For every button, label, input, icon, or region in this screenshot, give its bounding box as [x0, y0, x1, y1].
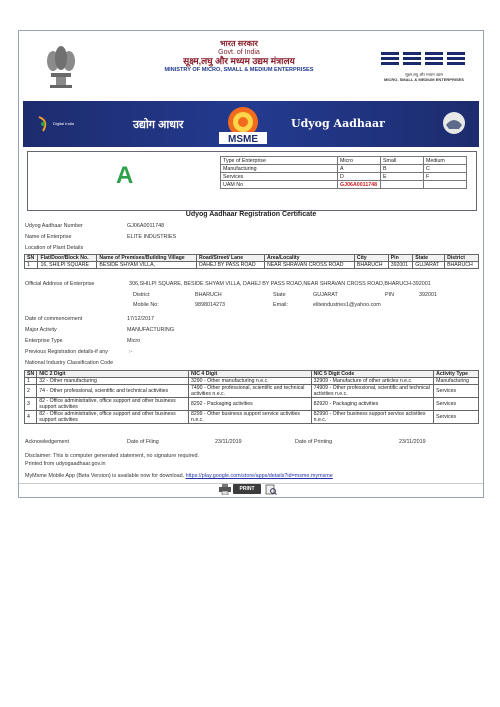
disclaimer-line-2: Printed from udyogaadhaar.gov.in: [25, 461, 106, 467]
nic-table-header: SN: [25, 371, 37, 378]
table-cell: 74909 - Other professional, scientific and technical activities n.e.c.: [311, 385, 434, 398]
plant-table-header: SN: [25, 255, 38, 262]
plant-table-header: Name of Premises/Building Village: [97, 255, 197, 262]
table-cell: 7490 - Other professional, scientific and technical activities n.e.c.: [189, 385, 312, 398]
table-cell: DAHEJ BY PASS ROAD: [197, 262, 265, 269]
table-cell: Services: [434, 411, 479, 424]
table-row: [25, 378, 479, 385]
plant-table-header: District: [445, 255, 479, 262]
app-note: [25, 473, 333, 479]
pin-label: PIN: [385, 292, 394, 298]
national-emblem-icon: [41, 39, 81, 89]
classification-box: [27, 151, 477, 211]
table-cell: 8292 - Packaging activities: [189, 398, 312, 411]
msme-logo: [379, 51, 469, 81]
digital-india-text: Digital India: [53, 121, 74, 126]
email-label: Email:: [273, 302, 288, 308]
print-button[interactable]: PRINT: [233, 484, 261, 494]
table-cell: 16, SHILPI SQUARE: [38, 262, 97, 269]
printing-date-label: Date of Printing: [295, 439, 333, 445]
enterprise-type-label: Enterprise Type: [25, 338, 63, 344]
classification-cell-small: E: [381, 173, 424, 181]
digital-india-logo: [37, 113, 87, 135]
classification-cell-medium: [424, 181, 467, 189]
classification-row: [221, 157, 467, 165]
table-cell: 4: [25, 411, 37, 424]
nic-table-header: Activity Type: [434, 371, 479, 378]
classification-cell-label: Type of Enterprise: [221, 157, 338, 165]
state-value: GUJARAT: [313, 292, 338, 298]
classification-cell-small: [381, 181, 424, 189]
table-cell: 8299 - Other business support service activities n.e.c.: [189, 411, 312, 424]
table-cell: 82 - Office administrative, office support and other business support activities: [37, 398, 189, 411]
pin-value: 392001: [419, 292, 437, 298]
plant-location-label: Location of Plant Details: [25, 245, 84, 251]
mobile-label: Mobile No:: [133, 302, 159, 308]
printing-date-value: 23/11/2019: [399, 439, 426, 445]
previous-registration-label: Previous Registration details-if any: [25, 349, 108, 355]
table-cell: NEAR SHRAVAN CROSS ROAD: [264, 262, 354, 269]
table-cell: 82920 - Packaging activities: [311, 398, 434, 411]
classification-cell-micro: A: [338, 165, 381, 173]
govt-english-text: Govt. of India: [218, 49, 260, 56]
table-cell: BESIDE SHYAM VILLA,: [97, 262, 197, 269]
nic-table-header: NIC 5 Digit Code: [311, 371, 434, 378]
govt-title-block: [129, 39, 349, 75]
msme-logo-english: MICRO, SMALL & MEDIUM ENTERPRISES: [384, 77, 464, 82]
english-title: Udyog Aadhaar: [291, 117, 385, 130]
classification-cell-label: Services: [221, 173, 338, 181]
classification-cell-medium: C: [424, 165, 467, 173]
nic-table-header: NIC 4 Digit: [189, 371, 312, 378]
classification-cell-label: UAM No: [221, 181, 338, 189]
plant-table-header: City: [354, 255, 388, 262]
filing-date-label: Date of Filing: [127, 439, 159, 445]
classification-cell-micro: Micro: [338, 157, 381, 165]
certificate-title: Udyog Aadhaar Registration Certificate: [185, 211, 317, 218]
enterprise-name-label: Name of Enterprise: [25, 234, 72, 240]
table-cell: 74 - Other professional, scientific and technical activities: [37, 385, 189, 398]
email-value: eliteindustries1@yahoo.com: [313, 302, 381, 308]
table-cell: 2: [25, 385, 37, 398]
table-cell: 3: [25, 398, 37, 411]
acknowledgement-label: Acknowledgement: [25, 439, 70, 445]
app-download-link[interactable]: https://play.google.com/store/apps/details?id=msme.mymsme: [185, 473, 333, 479]
table-row: [25, 411, 479, 424]
table-cell: 32909 - Manufacture of other articles n.e.c.: [311, 378, 434, 385]
table-cell: GUJARAT: [413, 262, 445, 269]
hindi-ministry-text: सूक्ष्म,लघु और मध्यम उद्यम मंत्रालय: [183, 56, 295, 66]
nic-label: National Industry Classification Code: [25, 360, 114, 366]
major-activity-label: Major Activity: [25, 327, 57, 333]
msme-seal-icon: [213, 105, 273, 145]
classification-cell-label: Manufacturing: [221, 165, 338, 173]
plant-table-header: Area/Locality: [264, 255, 354, 262]
plant-table-header: State: [413, 255, 445, 262]
commencement-label: Date of commencement: [25, 316, 83, 322]
enterprise-name-value: ELITE INDUSTRIES: [127, 234, 177, 240]
district-label: District: [133, 292, 150, 298]
table-cell: 1: [25, 262, 38, 269]
ministry-english-text: MINISTRY OF MICRO, SMALL & MEDIUM ENTERPRISES: [164, 67, 314, 73]
uan-value: GJ06A0011748: [127, 223, 165, 229]
classification-cell-small: Small: [381, 157, 424, 165]
table-cell: Services: [434, 385, 479, 398]
classification-cell-small: B: [381, 165, 424, 173]
table-cell: 32 - Other manufacturing: [37, 378, 189, 385]
table-cell: 82 - Office administrative, office support and other business support activities: [37, 411, 189, 424]
district-value: BHARUCH: [195, 292, 222, 298]
classification-row: [221, 165, 467, 173]
major-activity-value: MANUFACTURING: [127, 327, 175, 333]
plant-table-header: Pin: [388, 255, 413, 262]
nic-table-header: NIC 2 Digit: [37, 371, 189, 378]
udyog-aadhaar-banner: [23, 101, 479, 147]
seal-text: MSME: [228, 134, 258, 145]
certificate-page: [18, 30, 484, 498]
nic-table: [24, 370, 479, 424]
print-toolbar: [219, 484, 281, 496]
plant-table-header: Flat/Door/Block No.: [38, 255, 97, 262]
header: [19, 31, 483, 99]
state-label: State: [273, 292, 286, 298]
previous-registration-value: :-: [129, 349, 133, 355]
table-cell: BHARUCH: [445, 262, 479, 269]
official-address-label: Official Address of Enterprise: [25, 281, 95, 287]
classification-row: [221, 181, 467, 189]
table-cell: 82990 - Other business support service activities n.e.c.: [311, 411, 434, 424]
make-in-india-lion-icon: [441, 111, 467, 135]
table-cell: BHARUCH: [354, 262, 388, 269]
table-cell: Manufacturing: [434, 378, 479, 385]
table-cell: 392001: [388, 262, 413, 269]
digital-india-icon: [37, 115, 51, 133]
classification-cell-medium: Medium: [424, 157, 467, 165]
plant-table: [24, 254, 479, 269]
print-preview-icon[interactable]: [265, 484, 277, 495]
filing-date-value: 23/11/2019: [215, 439, 242, 445]
printer-icon[interactable]: [219, 484, 231, 495]
official-address-line: 306,SHILPI SQUARE, BESIDE SHYAM VILLA, DAHEJ BY PASS ROAD,NEAR SHRAVAN CROSS ROAD,BHARUCH-392001: [129, 281, 431, 287]
hindi-title: उद्योग आधार: [133, 119, 184, 131]
classification-table: [220, 156, 467, 189]
table-cell: 1: [25, 378, 37, 385]
hindi-govt-text: भारत सरकार: [220, 39, 258, 48]
table-row: [25, 385, 479, 398]
plant-table-header: Road/Street/ Lane: [197, 255, 265, 262]
classification-cell-micro: GJ06A0011748: [338, 181, 381, 189]
msme-logo-icon: [379, 51, 469, 67]
table-row: [25, 398, 479, 411]
classification-row: [221, 173, 467, 181]
classification-cell-medium: F: [424, 173, 467, 181]
commencement-value: 17/12/2017: [127, 316, 154, 322]
disclaimer-line-1: Disclaimer: This is computer generated statement, no signature required.: [25, 453, 199, 459]
mobile-value: 9898014273: [195, 302, 225, 308]
enterprise-grade: A: [116, 162, 134, 189]
msme-logo-hindi: सूक्ष्म,लघु और मध्यम उद्यम: [405, 72, 443, 77]
app-note-text: MyMsme Mobile App (Beta Version) is available now for download.: [25, 473, 185, 479]
uan-label: Udyog Aadhaar Number: [25, 223, 83, 229]
table-cell: 3290 - Other manufacturing n.e.c.: [189, 378, 312, 385]
enterprise-type-value: Micro: [127, 338, 141, 344]
table-row: [25, 262, 479, 269]
classification-cell-micro: D: [338, 173, 381, 181]
table-cell: Services: [434, 398, 479, 411]
